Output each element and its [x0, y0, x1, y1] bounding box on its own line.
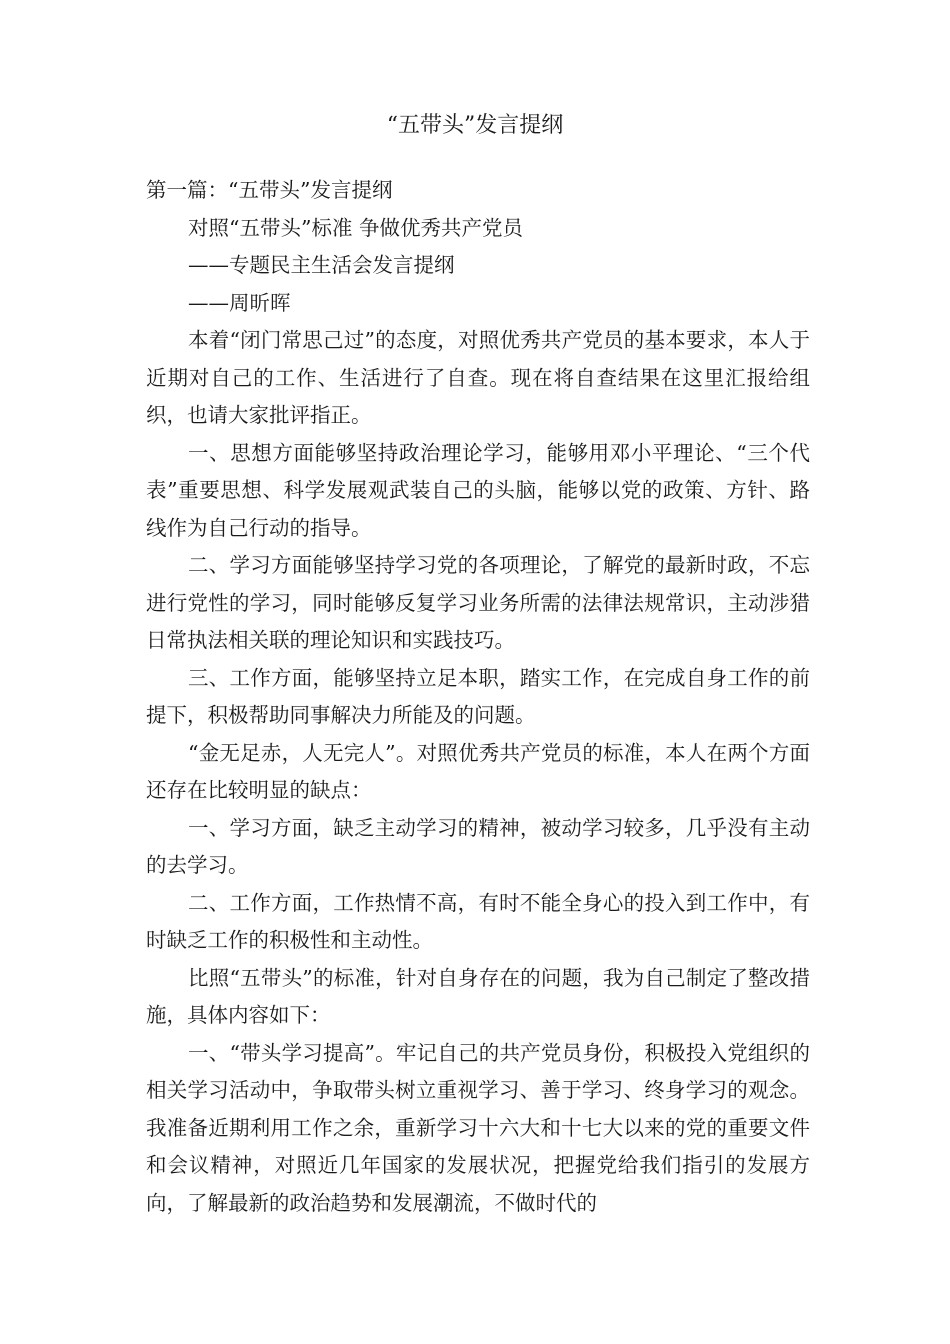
paragraph: 本着“闭门常思己过”的态度，对照优秀共产党员的基本要求，本人于近期对自己的工作、生活进行了自查。现在将自查结果在这里汇报给组织，也请大家批评指正。 [146, 328, 810, 427]
document-body [146, 172, 810, 1222]
paragraph: 二、工作方面，工作热情不高，有时不能全身心的投入到工作中，有时缺乏工作的积极性和主动性。 [146, 890, 810, 952]
paragraph: 三、工作方面，能够坚持立足本职，踏实工作，在完成自身工作的前提下，积极帮助同事解决力所能及的问题。 [146, 665, 810, 727]
paragraph-subtitle-meeting: ——专题民主生活会发言提纲 [188, 253, 455, 277]
paragraph: “金无足赤，人无完人”。对照优秀共产党员的标准，本人在两个方面还存在比较明显的缺点： [146, 740, 810, 802]
paragraph-heading: 第一篇：“五带头”发言提纲 [146, 178, 393, 202]
paragraph: 比照“五带头”的标准，针对自身存在的问题，我为自己制定了整改措施，具体内容如下： [146, 965, 810, 1027]
paragraph-author: ——周昕晖 [188, 290, 291, 315]
document-title: “五带头”发言提纲 [386, 113, 564, 138]
paragraph-subtitle: 对照“五带头”标准 争做优秀共产党员 [188, 215, 523, 240]
paragraph: 一、“带头学习提高”。牢记自己的共产党员身份，积极投入党组织的相关学习活动中，争取带头树立重视学习、善于学习、终身学习的观念。我准备近期利用工作之余，重新学习十六大和十七大以来的党的重要文件和会议精神，对照近几年国家的发展状况，把握党给我们指引的发展方向，了解最新的政治趋势和发展潮流，不做时代的 [146, 1040, 810, 1215]
paragraph: 二、学习方面能够坚持学习党的各项理论，了解党的最新时政，不忘进行党性的学习，同时能够反复学习业务所需的法律法规常识，主动涉猎日常执法相关联的理论知识和实践技巧。 [146, 553, 810, 652]
paragraph: 一、学习方面，缺乏主动学习的精神，被动学习较多，几乎没有主动的去学习。 [146, 815, 810, 877]
paragraph: 一、思想方面能够坚持政治理论学习，能够用邓小平理论、“三个代表”重要思想、科学发展观武装自己的头脑，能够以党的政策、方针、路线作为自己行动的指导。 [146, 440, 810, 540]
